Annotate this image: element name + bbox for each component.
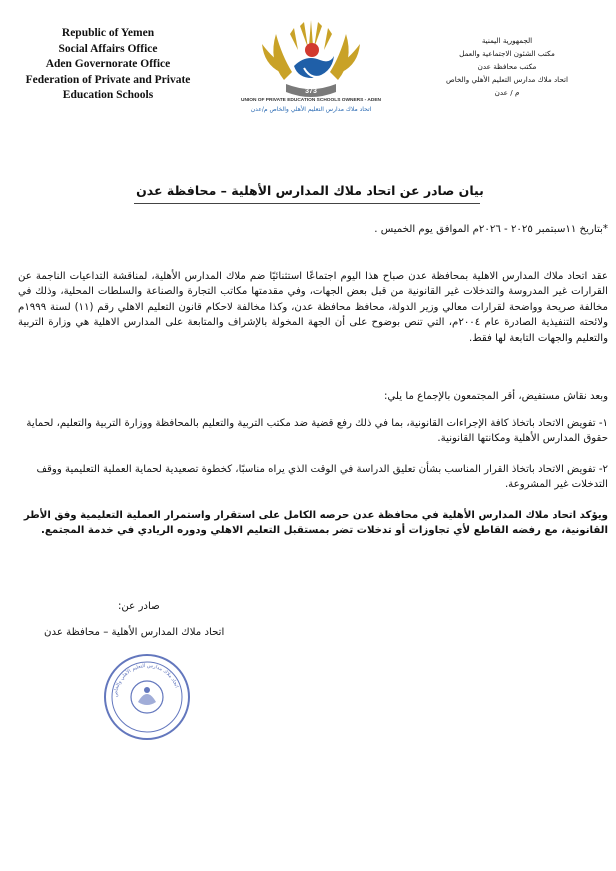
- header-right-block: [422, 34, 592, 99]
- header-right-line-2: مكتب الشئون الاجتماعية والعمل: [459, 49, 555, 58]
- header-left-line-5: Education Schools: [62, 89, 154, 101]
- header-left-line-1: Republic of Yemen: [61, 27, 155, 39]
- logo-emblem-icon: [246, 20, 376, 100]
- header-left-line-2: Social Affairs Office: [58, 42, 158, 55]
- date-line: *بتاريخ ١١سبتمبر ٢٠٢٥ - ٢٠٢٦م الموافق يوم الخميس .: [374, 224, 608, 235]
- header-right-line-4: اتحاد ملاك مدارس التعليم الأهلي والخاص: [446, 75, 568, 84]
- stamp-seal-icon: [102, 652, 192, 742]
- header-left-block: [8, 26, 208, 104]
- official-stamp: [102, 652, 192, 742]
- logo-caption-ar: اتحاد ملاك مدارس التعليم الأهلي والخاص م/عدن: [250, 106, 372, 113]
- paragraph-final: ويؤكد اتحاد ملاك المدارس الأهلية في محافظة عدن حرصه الكامل على استقرار واستمرار العملية التعليمية وفق الأطر القانونية، مع رفضه القاطع لأي تجاوزات أو تدخلات تضر بمستقبل التعليم الاهلي ودوره الريادي في خدمة المجتمع.: [23, 510, 608, 537]
- header-left-line-3: Aden Governorate Office: [45, 58, 171, 70]
- header-right-line-1: الجمهورية اليمنية: [481, 36, 533, 45]
- title-underline: [134, 203, 480, 204]
- logo-number: 373: [305, 88, 317, 95]
- issued-by-organization: اتحاد ملاك المدارس الأهلية – محافظة عدن: [44, 627, 225, 638]
- header-left-line-4: Federation of Private and Private: [25, 73, 191, 86]
- header-right-line-3: مكتب محافظة عدن: [477, 62, 537, 71]
- resolution-intro: وبعد نقاش مستفيض، أقر المجتمعون بالإجماع ما يلي:: [384, 391, 608, 402]
- logo-caption-en: UNION OF PRIVATE EDUCATION SCHOOLS OWNERS - ADEN: [241, 98, 381, 103]
- document-title: بيان صادر عن اتحاد ملاك المدارس الأهلية – محافظة عدن: [136, 183, 484, 198]
- header-right-line-5: م / عدن: [494, 88, 520, 97]
- stamp-text: اتحاد ملاك مدارس التعليم الأهلي والخاص: [112, 662, 180, 698]
- resolution-item-2: ٢- تفويض الاتحاد باتخاذ القرار المناسب بشأن تعليق الدراسة في الوقت الذي يراه مناسبًا، كخطوة تصعيدية لحماية العملية التعليمية ووقف التدخلات غير المشروعة.: [36, 464, 608, 491]
- resolution-item-1: ١- تفويض الاتحاد باتخاذ كافة الإجراءات القانونية، بما في ذلك رفع قضية ضد مكتب التربية والتعليم بالمحافظة ووزارة التربية والتعليم، لحماية حقوق المدارس الأهلية ومكانتها القانونية.: [26, 418, 608, 445]
- issued-by-label: صادر عن:: [118, 601, 160, 612]
- paragraph-main: عقد اتحاد ملاك المدارس الاهلية بمحافظة عدن صباح هذا اليوم اجتماعًا استثنائيًا ضم ملاك المدارس الأهلية، لمناقشة التداعيات الناجمة عن القرارات غير المدروسة والتدخلات غير القانونية من قبل بعض الجهات، وفي مقدمتها مكاتب التجارة والصناعة والسلطات المحلية، وذلك في مخالفة صريحة وواضحة لقرارات معالي وزير الدولة، محافظ محافظة عدن، وكذا مخالفة لاحكام قانون التعليم الاهلي رقم (١١) لسنة ١٩٩٩م ولائحته التنفيذية الصادرة عام ٢٠٠٤م، التي تنص بوضوح على أن الجهة المخولة بالإشراف والمتابعة على المدارس الاهلية هي وزارة التربية والتعليم والجهات التابعة لها فقط.: [18, 271, 608, 344]
